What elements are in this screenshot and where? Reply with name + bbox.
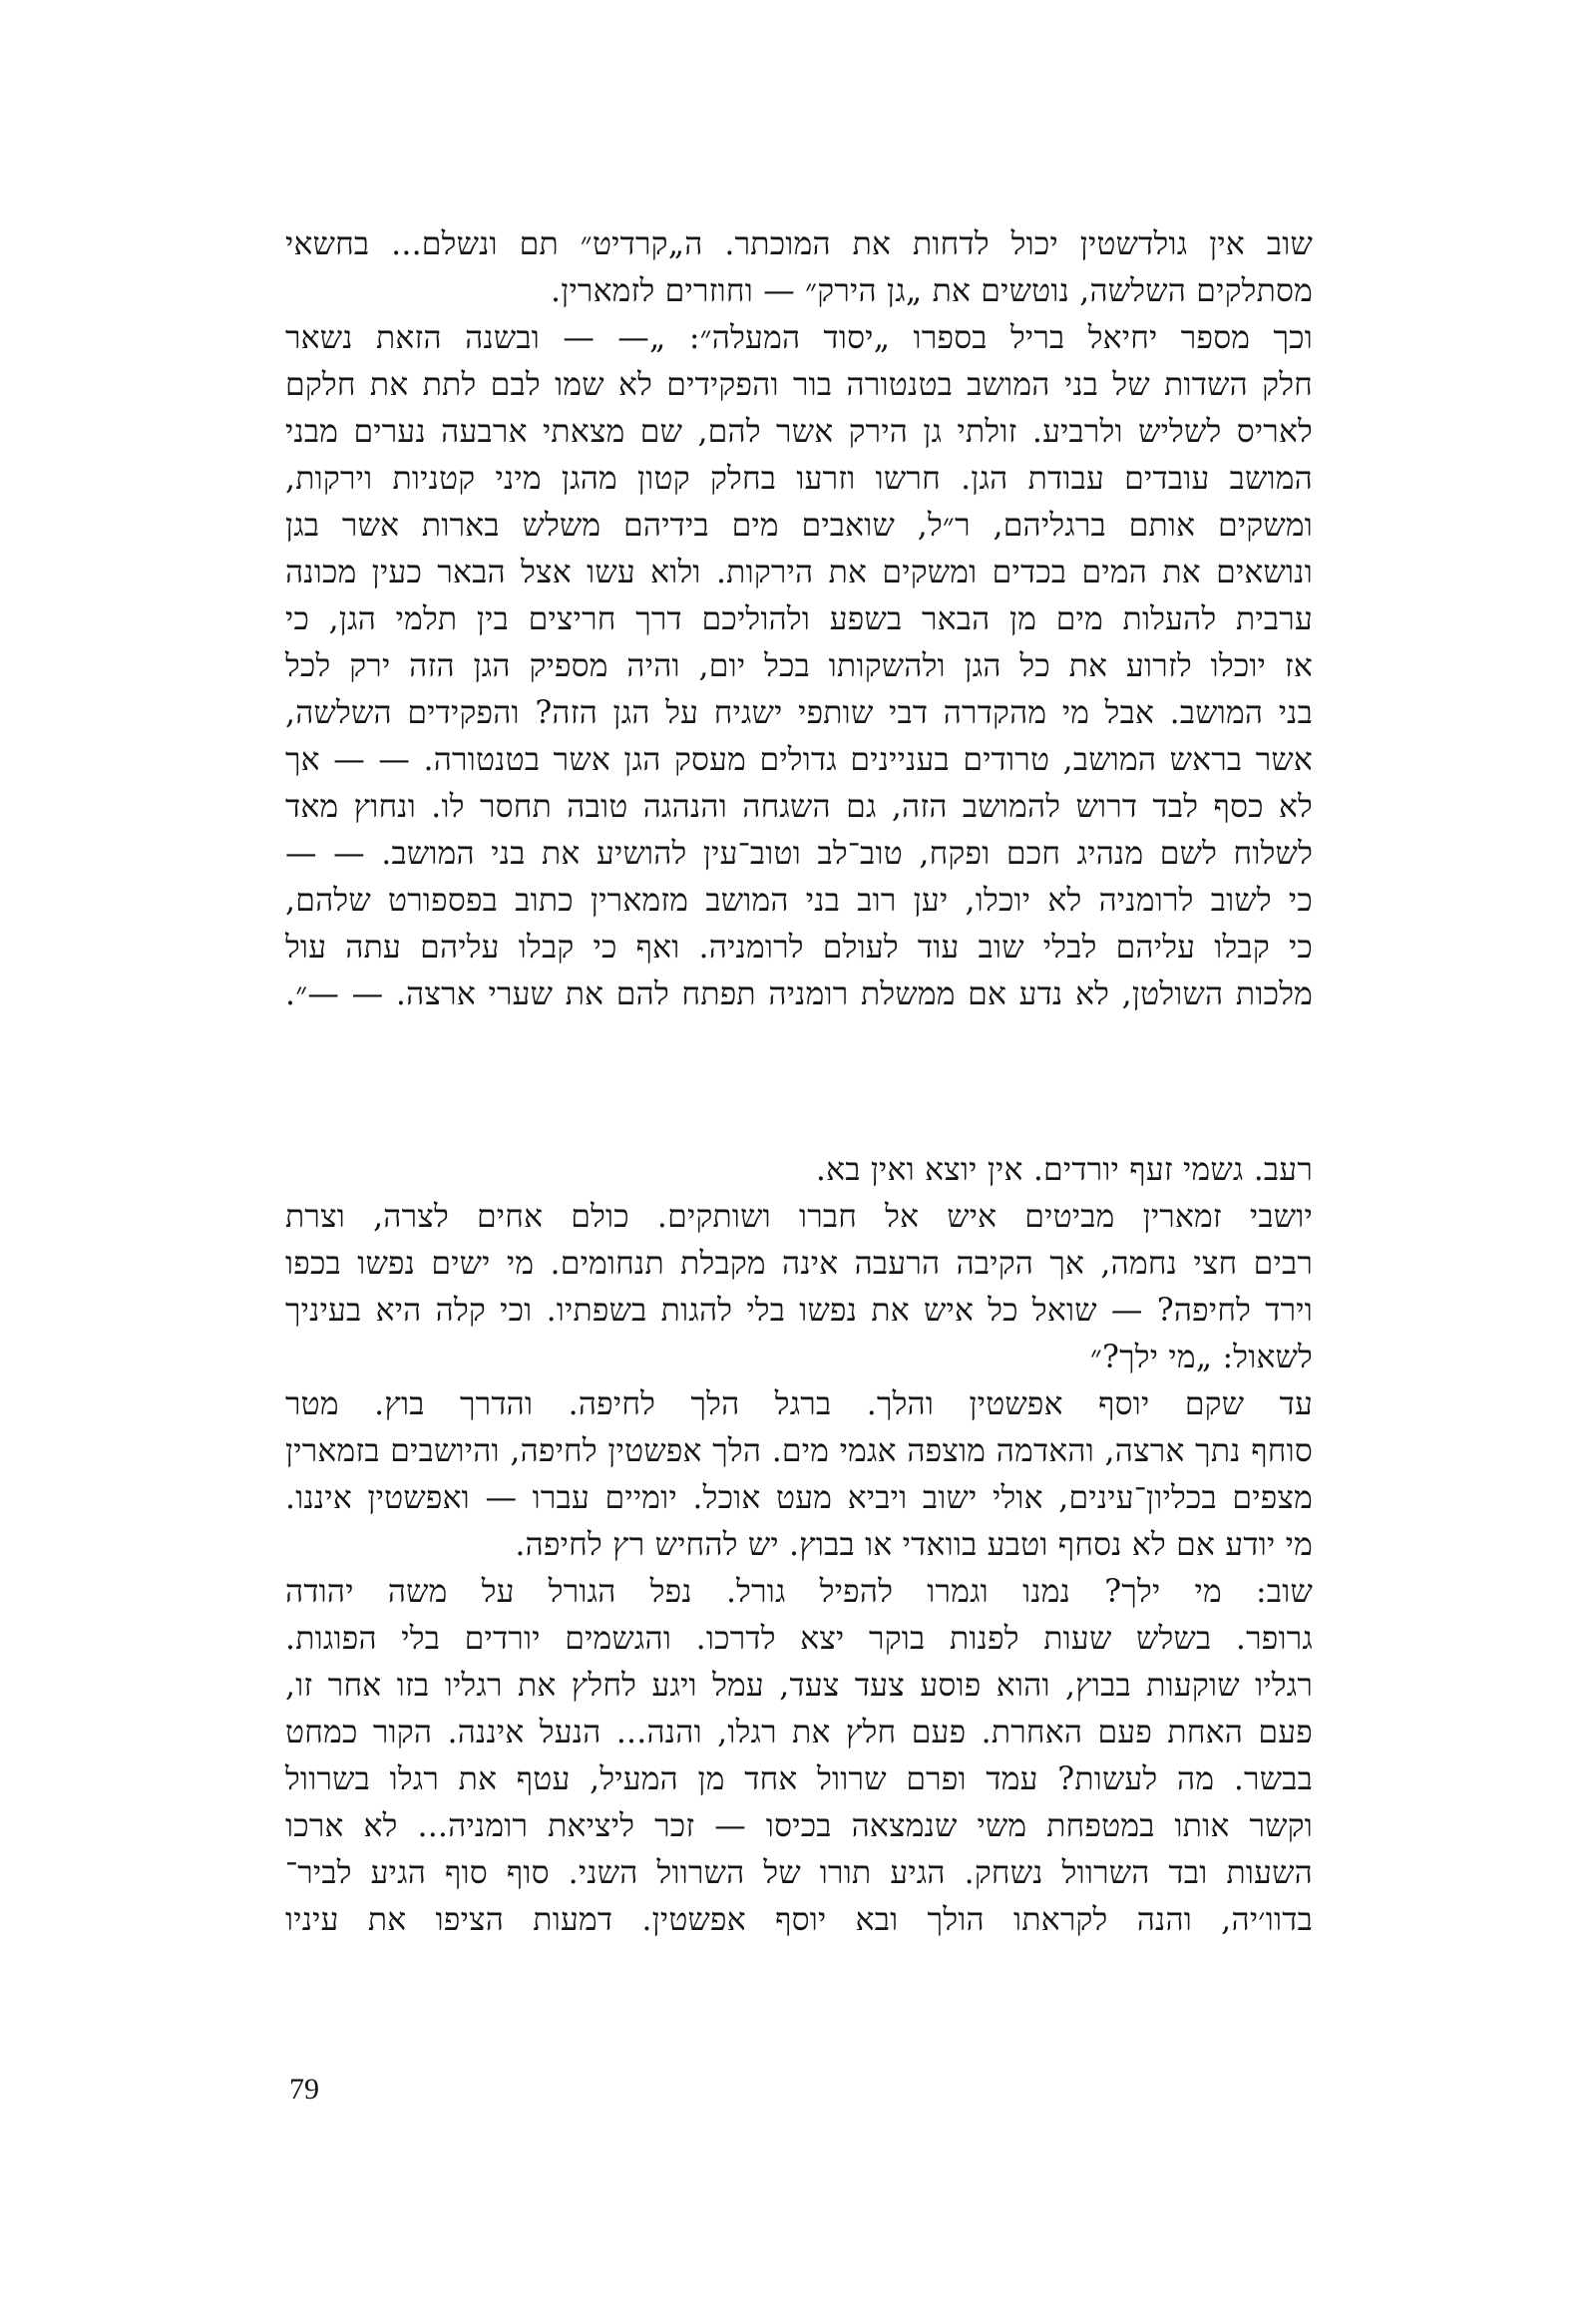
text-line: רבים חצי נחמה, אך הקיבה הרעבה אינה מקבלת תנחומים. מי ישים נפשו בכפו	[285, 1246, 1313, 1282]
text-line: ומשקים אותם ברגליהם, ר״ל, שואבים מים בידיהם משלש בארות אשר בגן	[285, 508, 1313, 544]
text-line: שוב: מי ילך? נמנו וגמרו להפיל גורל. נפל הגורל על משה יהודה	[285, 1574, 1313, 1610]
text-line: חלק השדות של בני המושב בטנטורה בור והפקידים לא שמו לבם לתת את חלקם	[285, 367, 1313, 403]
text-line: וקשר אותו במטפחת משי שנמצאה בכיסו — זכר ליציאת רומניה... לא ארכו	[285, 1808, 1313, 1844]
text-line: בדוו׳יה, והנה לקראתו הולך ובא יוסף אפשטין. דמעות הציפו את עיניו	[285, 1902, 1313, 1938]
text-line: לשאול: „מי ילך?״	[1089, 1340, 1313, 1375]
text-line: בני המושב. אבל מי מהקדרה דבי שותפי ישגיח על הגן הזה? והפקידים השלשה,	[285, 695, 1313, 731]
text-line: המושב עובדים עבודת הגן. חרשו וזרעו בחלק קטון מהגן מיני קטניות וירקות,	[285, 461, 1313, 497]
text-line: אז יוכלו לזרוע את כל הגן ולהשקותו בכל יום, והיה מספיק הגן הזה ירק לכל	[285, 648, 1313, 684]
text-line: עד שקם יוסף אפשטין והלך. ברגל הלך לחיפה. והדרך בוץ. מטר	[285, 1386, 1313, 1422]
text-line: מלכות השולטן, לא נדע אם ממשלת רומניה תפתח להם את שערי ארצה. — —״.	[285, 976, 1313, 1012]
text-line: אשר בראש המושב, טרודים בעניינים גדולים מעסק הגן אשר בטנטורה. — — אך	[285, 742, 1313, 778]
text-line: פעם האחת פעם האחרת. פעם חלץ את רגלו, והנה... הנעל איננה. הקור כמחט	[285, 1715, 1313, 1750]
text-line: וירד לחיפה? — שואל כל איש את נפשו בלי להגות בשפתיו. וכי קלה היא בעיניך	[285, 1293, 1313, 1329]
text-line: גרופר. בשלש שעות לפנות בוקר יצא לדרכו. והגשמים יורדים בלי הפוגות.	[285, 1621, 1313, 1657]
text-line: לשלוח לשם מנהיג חכם ופקח, טוב־לב וטוב־עין להושיע את בני המושב. — —	[285, 836, 1313, 872]
paragraph-block-famine	[285, 1147, 1313, 1944]
text-line: ערבית להעלות מים מן הבאר בשפע ולהוליכם דרך חריצים בין תלמי הגן, כי	[285, 601, 1313, 637]
page-number: 79	[289, 2073, 319, 2106]
text-line: מסתלקים השלשה, נוטשים את „גן הירק״ — וחוזרים לזמארין.	[551, 273, 1313, 309]
text-line: יושבי זמארין מביטים איש אל חברו ושותקים. כולם אחים לצרה, וצרת	[285, 1199, 1313, 1235]
text-line: בבשר. מה לעשות? עמד ופרם שרוול אחד מן המעיל, עטף את רגלו בשרוול	[285, 1761, 1313, 1797]
text-line: רעב. גשמי זעף יורדים. אין יוצא ואין בא.	[815, 1152, 1313, 1188]
text-line: ונושאים את המים בכדים ומשקים את הירקות. ולוא עשו אצל הבאר כעין מכונה	[285, 555, 1313, 590]
text-line: לא כסף לבד דרוש להמושב הזה, גם השגחה והנהגה טובה תחסר לו. ונחוץ מאד	[285, 789, 1313, 825]
text-line: שוב אין גולדשטין יכול לדחות את המוכתר. ה„קרדיט״ תם ונשלם... בחשאי	[285, 226, 1313, 262]
text-line: סוחף נתך ארצה, והאדמה מוצפה אגמי מים. הלך אפשטין לחיפה, והיושבים בזמארין	[285, 1433, 1313, 1469]
text-line: וכך מספר יחיאל בריל בספרו „יסוד המעלה״: „— — ובשנה הזאת נשאר	[285, 320, 1313, 356]
text-line: רגליו שוקעות בבוץ, והוא פוסע צעד צעד, עמל ויגע לחלץ את רגליו בזו אחר זו,	[285, 1668, 1313, 1704]
text-line: מצפים בכליון־עינים, אולי ישוב ויביא מעט אוכל. יומיים עברו — ואפשטין איננו.	[285, 1480, 1313, 1516]
text-line: כי לשוב לרומניה לא יוכלו, יען רוב בני המושב מזמארין כתוב בפספורט שלהם,	[285, 883, 1313, 919]
paragraph-block-quote	[285, 221, 1313, 1018]
text-line: השעות ובד השרוול נשחק. הגיע תורו של השרוול השני. סוף סוף הגיע לביר־	[285, 1855, 1313, 1891]
text-line: כי קבלו עליהם לבלי שוב עוד לעולם לרומניה. ואף כי קבלו עליהם עתה עול	[285, 930, 1313, 966]
text-line: מי יודע אם לא נסחף וטבע בוואדי או בבוץ. יש להחיש רץ לחיפה.	[515, 1527, 1313, 1563]
text-line: לאריס לשליש ולרביע. זולתי גן הירק אשר להם, שם מצאתי ארבעה נערים מבני	[285, 414, 1313, 450]
